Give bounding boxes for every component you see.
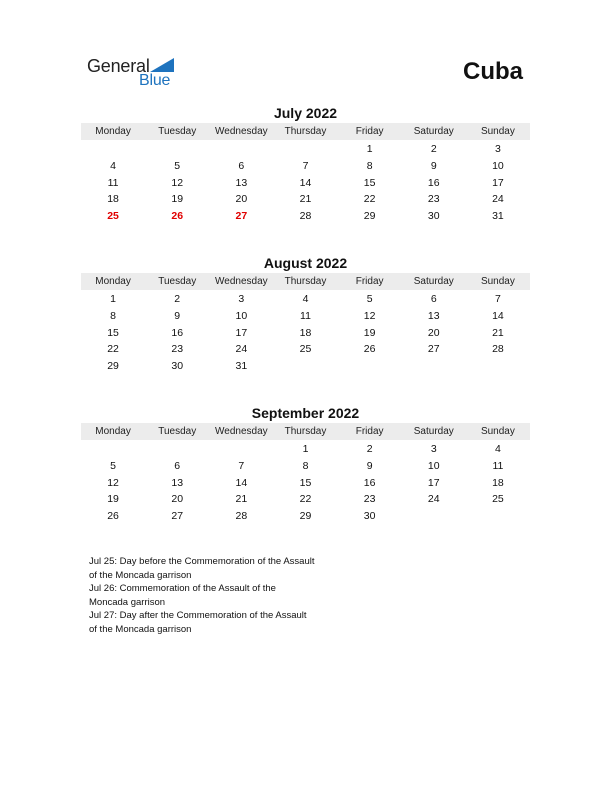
day-cell: 17	[492, 176, 504, 189]
week-row	[81, 508, 530, 525]
day-cell: 21	[492, 326, 504, 339]
day-cell: 2	[366, 443, 373, 455]
day-cell	[209, 441, 273, 458]
weekday-label: Thursday	[284, 276, 327, 287]
month-calendar	[81, 254, 530, 375]
logo-triangle-icon	[150, 58, 174, 72]
day-cell	[81, 441, 145, 458]
day-cell	[466, 508, 530, 525]
day-cell: 20	[171, 493, 184, 506]
month-title: September 2022	[251, 405, 360, 421]
day-cell: 11	[492, 459, 504, 472]
week-row	[81, 175, 530, 192]
day-cell: 6	[430, 293, 437, 305]
weekday-label: Wednesday	[215, 126, 268, 137]
day-cell: 6	[174, 459, 181, 472]
day-cell: 14	[299, 176, 312, 189]
week-row	[81, 141, 530, 158]
day-cell: 5	[110, 459, 116, 472]
weekday-label: Friday	[355, 126, 384, 137]
month-title: August 2022	[263, 255, 348, 271]
day-cell: 25	[107, 210, 119, 223]
day-cell: 8	[302, 459, 309, 472]
day-cell: 8	[110, 309, 116, 322]
day-cell: 26	[171, 210, 184, 223]
day-cell: 25	[299, 343, 312, 356]
week-row	[81, 308, 530, 325]
weekday-label: Friday	[355, 276, 384, 287]
day-cell: 30	[427, 210, 440, 223]
weekday-label: Sunday	[480, 276, 515, 287]
weekday-label: Monday	[95, 426, 131, 437]
holiday-notes	[89, 555, 349, 637]
day-cell	[145, 141, 209, 158]
day-cell: 2	[430, 143, 437, 155]
day-cell: 30	[363, 510, 376, 523]
day-cell: 16	[171, 326, 184, 339]
week-row	[81, 358, 530, 375]
week-row	[81, 191, 530, 208]
weekday-header	[81, 423, 530, 440]
day-cell: 7	[302, 159, 309, 172]
weekday-label: Saturday	[413, 276, 454, 287]
day-cell: 8	[366, 159, 373, 172]
week-row	[81, 491, 530, 508]
weekday-label: Friday	[355, 426, 384, 437]
day-cell	[273, 358, 337, 375]
day-cell: 21	[235, 493, 248, 506]
weekday-label: Tuesday	[158, 276, 197, 287]
day-cell: 9	[174, 309, 181, 322]
day-cell: 4	[110, 159, 116, 172]
weekday-label: Thursday	[284, 126, 327, 137]
day-cell: 20	[427, 326, 440, 339]
day-cell	[145, 441, 209, 458]
day-cell: 9	[430, 159, 437, 172]
day-cell: 12	[171, 176, 184, 189]
week-row	[81, 341, 530, 358]
day-cell: 28	[235, 510, 248, 523]
day-cell: 13	[171, 476, 184, 489]
day-cell: 14	[492, 309, 504, 322]
day-cell: 10	[427, 459, 440, 472]
weekday-label: Tuesday	[158, 426, 197, 437]
day-cell: 19	[363, 326, 376, 339]
day-cell: 4	[494, 443, 501, 455]
day-cell: 26	[107, 510, 119, 523]
day-cell: 2	[174, 293, 181, 305]
week-row	[81, 291, 530, 308]
day-cell: 18	[492, 476, 504, 489]
day-cell: 28	[299, 210, 312, 223]
weekday-label: Sunday	[480, 426, 515, 437]
day-cell: 27	[171, 510, 184, 523]
month-calendar	[81, 404, 530, 525]
day-cell: 10	[235, 309, 248, 322]
day-cell: 11	[300, 309, 311, 322]
day-cell: 5	[174, 159, 181, 172]
day-cell: 25	[492, 493, 504, 506]
day-cell: 7	[238, 459, 245, 472]
month-calendar	[81, 104, 530, 225]
brand-logo	[87, 56, 187, 92]
day-cell: 15	[299, 476, 312, 489]
day-cell: 27	[427, 343, 440, 356]
day-cell: 15	[363, 176, 376, 189]
month-title: July 2022	[273, 105, 338, 121]
day-cell: 18	[107, 193, 119, 206]
day-cell: 14	[235, 476, 248, 489]
week-row	[81, 325, 530, 342]
logo-general-text: General	[87, 56, 150, 76]
day-cell: 16	[363, 476, 376, 489]
day-cell	[209, 141, 273, 158]
day-cell: 21	[299, 193, 312, 206]
day-cell: 20	[235, 193, 248, 206]
day-cell: 30	[171, 360, 184, 373]
day-cell: 12	[107, 476, 119, 489]
day-cell: 3	[430, 443, 437, 455]
day-cell: 29	[107, 360, 119, 373]
weekday-label: Monday	[95, 126, 131, 137]
day-cell	[273, 141, 337, 158]
day-cell	[338, 358, 402, 375]
day-cell: 19	[171, 193, 184, 206]
holiday-note: Jul 27: Day after the Commemoration of the Assault of the Moncada garrison	[89, 610, 307, 635]
weekday-label: Saturday	[413, 426, 454, 437]
weekday-header	[81, 123, 530, 140]
day-cell: 1	[302, 443, 309, 455]
day-cell: 29	[363, 210, 376, 223]
weekday-label: Sunday	[480, 126, 515, 137]
day-cell: 10	[492, 159, 504, 172]
day-cell: 28	[492, 343, 504, 356]
holiday-note: Jul 26: Commemoration of the Assault of the Moncada garrison	[89, 583, 276, 608]
day-cell: 22	[363, 193, 376, 206]
weekday-label: Tuesday	[158, 126, 197, 137]
day-cell	[402, 358, 466, 375]
day-cell: 24	[492, 193, 504, 206]
day-cell: 13	[427, 309, 440, 322]
weekday-label: Monday	[95, 276, 131, 287]
weekday-header	[81, 273, 530, 290]
day-cell	[81, 141, 145, 158]
day-cell: 11	[107, 176, 119, 189]
day-cell: 5	[366, 293, 373, 305]
day-cell: 1	[110, 293, 116, 305]
day-cell: 3	[494, 143, 501, 155]
day-cell: 19	[107, 493, 119, 506]
day-cell: 7	[494, 293, 501, 305]
day-cell: 24	[427, 493, 440, 506]
day-cell: 17	[235, 326, 248, 339]
day-cell: 18	[299, 326, 312, 339]
day-cell: 23	[363, 493, 376, 506]
day-cell: 31	[235, 360, 248, 373]
logo-blue-text: Blue	[139, 72, 171, 89]
day-cell: 13	[235, 176, 248, 189]
day-cell: 17	[427, 476, 440, 489]
week-row	[81, 208, 530, 225]
weekday-label: Wednesday	[215, 426, 268, 437]
weekday-label: Thursday	[284, 426, 327, 437]
weekday-label: Saturday	[413, 126, 454, 137]
day-cell: 24	[235, 343, 248, 356]
day-cell: 29	[299, 510, 312, 523]
week-row	[81, 158, 530, 175]
week-row	[81, 441, 530, 458]
day-cell: 31	[492, 210, 504, 223]
day-cell: 26	[363, 343, 376, 356]
day-cell: 23	[171, 343, 184, 356]
day-cell	[402, 508, 466, 525]
day-cell: 27	[235, 210, 248, 223]
day-cell: 22	[299, 493, 312, 506]
day-cell: 22	[107, 343, 119, 356]
weekday-label: Wednesday	[215, 276, 268, 287]
day-cell: 9	[366, 459, 373, 472]
holiday-note: Jul 25: Day before the Commemoration of the Assault of the Moncada garrison	[89, 556, 315, 581]
day-cell: 15	[107, 326, 119, 339]
day-cell: 16	[427, 176, 440, 189]
day-cell	[466, 358, 530, 375]
week-row	[81, 475, 530, 492]
day-cell: 6	[238, 159, 245, 172]
day-cell: 1	[366, 143, 373, 155]
day-cell: 3	[238, 293, 245, 305]
day-cell: 23	[427, 193, 440, 206]
country-title: Cuba	[463, 58, 523, 85]
week-row	[81, 458, 530, 475]
day-cell: 12	[363, 309, 376, 322]
day-cell: 4	[302, 293, 309, 305]
